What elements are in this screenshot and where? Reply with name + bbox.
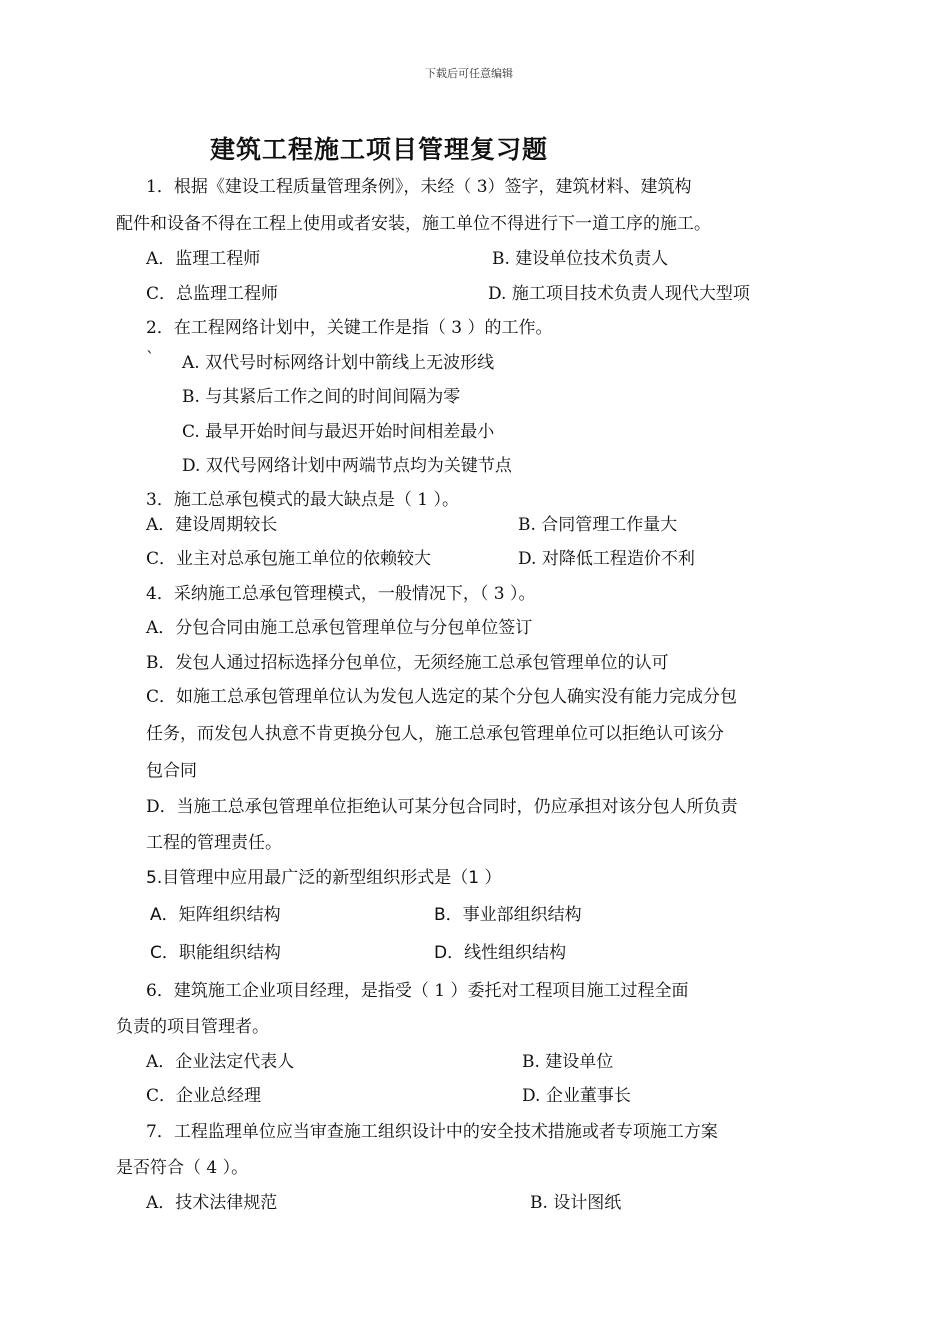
q1-option-c: C．总监理工程师 bbox=[146, 284, 279, 304]
q1-option-a: A．监理工程师 bbox=[146, 249, 261, 269]
q6-option-a: A．企业法定代表人 bbox=[146, 1052, 295, 1072]
stray-mark: ` bbox=[146, 349, 155, 369]
q4-option-b: B．发包人通过招标选择分包单位，无须经施工总承包管理单位的认可 bbox=[146, 653, 669, 673]
q4-option-d-line-2: 工程的管理责任。 bbox=[146, 833, 282, 853]
question-6-line-1: 6．建筑施工企业项目经理，是指受（ 1 ）委托对工程项目施工过程全面 bbox=[146, 981, 689, 1001]
q3-option-c: C．业主对总承包施工单位的依赖较大 bbox=[146, 549, 432, 569]
question-1-line-1: 1．根据《建设工程质量管理条例》，未经（ 3）签字，建筑材料、建筑构 bbox=[146, 177, 692, 197]
q6-option-b: B. 建设单位 bbox=[522, 1052, 614, 1072]
question-6-line-2: 负责的项目管理者。 bbox=[116, 1017, 269, 1037]
question-7-line-1: 7．工程监理单位应当审查施工组织设计中的安全技术措施或者专项施工方案 bbox=[146, 1122, 718, 1142]
q3-option-d: D. 对降低工程造价不利 bbox=[518, 549, 695, 569]
q2-option-d: D. 双代号网络计划中两端节点均为关键节点 bbox=[182, 456, 512, 476]
q4-option-a: A．分包合同由施工总承包管理单位与分包单位签订 bbox=[146, 618, 533, 638]
q5-option-a: A．矩阵组织结构 bbox=[150, 905, 281, 925]
q1-option-b: B. 建设单位技术负责人 bbox=[492, 249, 669, 269]
q4-option-d-line-1: D．当施工总承包管理单位拒绝认可某分包合同时，仍应承担对该分包人所负责 bbox=[146, 797, 738, 817]
q6-option-c: C．企业总经理 bbox=[146, 1086, 262, 1106]
question-2: 2．在工程网络计划中，关键工作是指（ 3 ）的工作。 bbox=[146, 318, 553, 338]
q4-option-c-line-3: 包合同 bbox=[146, 761, 197, 781]
page-header: 下载后可任意编辑 bbox=[425, 67, 513, 80]
question-3: 3．施工总承包模式的最大缺点是（ 1 ）。 bbox=[146, 490, 459, 510]
q4-option-c-line-1: C．如施工总承包管理单位认为发包人选定的某个分包人确实没有能力完成分包 bbox=[146, 687, 738, 707]
q1-option-d: D. 施工项目技术负责人现代大型项 bbox=[488, 284, 750, 304]
question-5: 5.目管理中应用最广泛的新型组织形式是（1 ） bbox=[146, 868, 502, 888]
q2-option-a: A. 双代号时标网络计划中箭线上无波形线 bbox=[182, 353, 495, 373]
question-7-line-2: 是否符合（ 4 ）。 bbox=[116, 1158, 249, 1178]
q5-option-d: D．线性组织结构 bbox=[434, 943, 567, 963]
q6-option-d: D. 企业董事长 bbox=[522, 1086, 631, 1106]
q2-option-b: B. 与其紧后工作之间的时间间隔为零 bbox=[182, 387, 461, 407]
q5-option-b: B．事业部组织结构 bbox=[434, 905, 582, 925]
q3-option-b: B. 合同管理工作量大 bbox=[518, 515, 678, 535]
q5-option-c: C．职能组织结构 bbox=[150, 943, 281, 963]
q4-option-c-line-2: 任务，而发包人执意不肯更换分包人，施工总承包管理单位可以拒绝认可该分 bbox=[146, 724, 724, 744]
question-4: 4．采纳施工总承包管理模式，一般情况下，（ 3 ）。 bbox=[146, 584, 536, 604]
page-title: 建筑工程施工项目管理复习题 bbox=[210, 135, 549, 164]
q3-option-a: A．建设周期较长 bbox=[146, 515, 278, 535]
question-1-line-2: 配件和设备不得在工程上使用或者安装，施工单位不得进行下一道工序的施工。 bbox=[116, 214, 711, 234]
q7-option-a: A．技术法律规范 bbox=[146, 1193, 278, 1213]
q7-option-b: B. 设计图纸 bbox=[530, 1193, 622, 1213]
q2-option-c: C. 最早开始时间与最迟开始时间相差最小 bbox=[182, 422, 495, 442]
